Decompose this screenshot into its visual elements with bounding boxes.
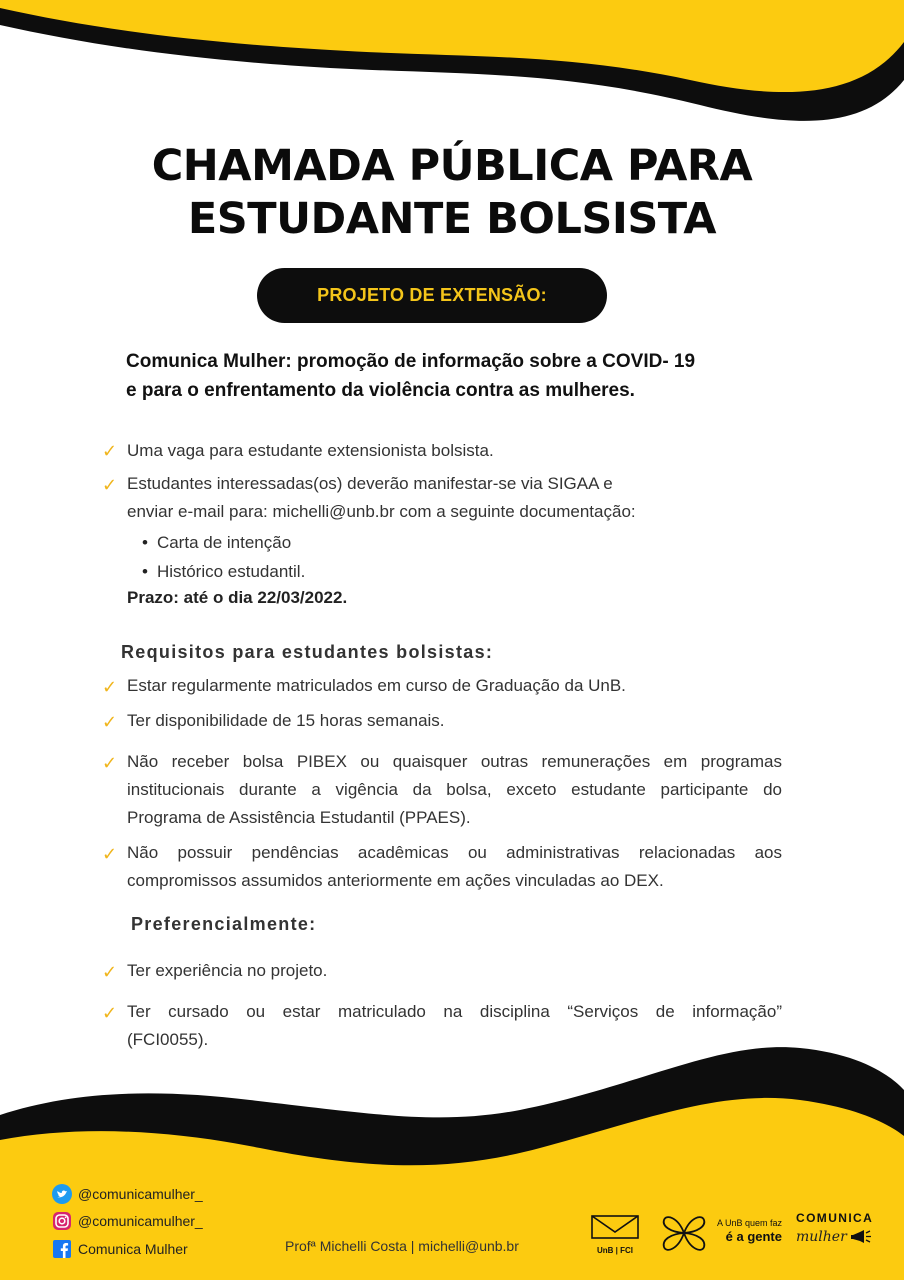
list-item bbox=[127, 748, 782, 832]
list-item-line: institucionais durante a vigência da bolsa, exceto estudante participante do bbox=[127, 780, 782, 799]
deadline: Prazo: até o dia 22/03/2022. bbox=[127, 588, 348, 607]
document-item: • Histórico estudantil. bbox=[142, 557, 305, 586]
instagram-handle[interactable] bbox=[52, 1211, 203, 1231]
list-item: Estar regularmente matriculados em curso de Graduação da UnB. bbox=[127, 676, 626, 695]
check-icon: ✓ bbox=[102, 475, 118, 496]
documents-list bbox=[142, 528, 305, 586]
check-icon: ✓ bbox=[102, 712, 118, 733]
twitter-icon bbox=[52, 1184, 72, 1204]
check-icon: ✓ bbox=[102, 441, 118, 462]
check-icon: ✓ bbox=[102, 1003, 118, 1024]
list-item: Ter experiência no projeto. bbox=[127, 961, 328, 980]
list-item-line: Estudantes interessadas(os) deverão manifestar-se via SIGAA e bbox=[127, 474, 613, 493]
title-line-2: ESTUDANTE BOLSISTA bbox=[187, 194, 717, 244]
list-item: Uma vaga para estudante extensionista bolsista. bbox=[127, 441, 494, 460]
check-icon: ✓ bbox=[102, 677, 118, 698]
list-item-line: enviar e-mail para: michelli@unb.br com a seguinte documentação: bbox=[127, 502, 636, 521]
unb-fci-logo bbox=[590, 1214, 640, 1254]
check-icon: ✓ bbox=[102, 962, 118, 983]
slogan bbox=[714, 1218, 782, 1244]
project-title-line-1: Comunica Mulher: promoção de informação sobre a COVID- 19 bbox=[126, 351, 696, 372]
butterfly-icon bbox=[660, 1212, 708, 1254]
list-item bbox=[127, 998, 782, 1054]
facebook-page-text: Comunica Mulher bbox=[78, 1241, 188, 1257]
comunica-mulher-logo bbox=[796, 1211, 886, 1246]
list-item bbox=[127, 470, 782, 526]
list-item bbox=[127, 839, 782, 895]
list-item: Ter disponibilidade de 15 horas semanais. bbox=[127, 711, 445, 730]
instagram-handle-text: @comunicamulher_ bbox=[78, 1213, 203, 1229]
list-item-line: compromissos assumidos anteriormente em ações vinculadas ao DEX. bbox=[127, 871, 664, 890]
preferencialmente-heading: Preferencialmente: bbox=[131, 914, 317, 934]
check-icon: ✓ bbox=[102, 844, 118, 865]
list-item-line: Ter cursado ou estar matriculado na disciplina “Serviços de informação” bbox=[127, 1002, 782, 1021]
project-title-line-2: e para o enfrentamento da violência contra as mulheres. bbox=[126, 380, 635, 401]
slogan-line-1: A UnB quem faz bbox=[716, 1218, 782, 1228]
page-title bbox=[0, 140, 904, 246]
unb-logo-mark bbox=[590, 1214, 640, 1240]
document-item: • Carta de intenção bbox=[142, 528, 305, 557]
brand-line-1: COMUNICA bbox=[796, 1211, 874, 1225]
brand-line-2: mulher bbox=[796, 1229, 847, 1245]
list-item-line: Programa de Assistência Estudantil (PPAES). bbox=[127, 808, 471, 827]
twitter-handle[interactable] bbox=[52, 1184, 203, 1204]
instagram-icon bbox=[52, 1211, 72, 1231]
check-icon: ✓ bbox=[102, 753, 118, 774]
megaphone-icon bbox=[850, 1228, 872, 1246]
list-item-line: (FCI0055). bbox=[127, 1030, 209, 1049]
project-title bbox=[126, 347, 806, 405]
facebook-page[interactable] bbox=[52, 1239, 188, 1259]
brand-line-2-wrap bbox=[796, 1228, 886, 1246]
list-item-line: Não receber bolsa PIBEX ou quaisquer outras remunerações em programas bbox=[127, 752, 782, 771]
twitter-handle-text: @comunicamulher_ bbox=[78, 1186, 203, 1202]
unb-logo-label: UnB | FCI bbox=[596, 1246, 633, 1255]
list-item-line: Não possuir pendências acadêmicas ou administrativas relacionadas aos bbox=[127, 843, 782, 862]
author-credit: Profª Michelli Costa | michelli@unb.br bbox=[285, 1238, 519, 1254]
facebook-icon bbox=[52, 1239, 72, 1259]
project-badge: PROJETO DE EXTENSÃO: bbox=[257, 268, 607, 323]
title-line-1: CHAMADA PÚBLICA PARA bbox=[151, 141, 753, 191]
requisitos-heading: Requisitos para estudantes bolsistas: bbox=[121, 642, 494, 662]
slogan-line-2: é a gente bbox=[725, 1229, 782, 1244]
